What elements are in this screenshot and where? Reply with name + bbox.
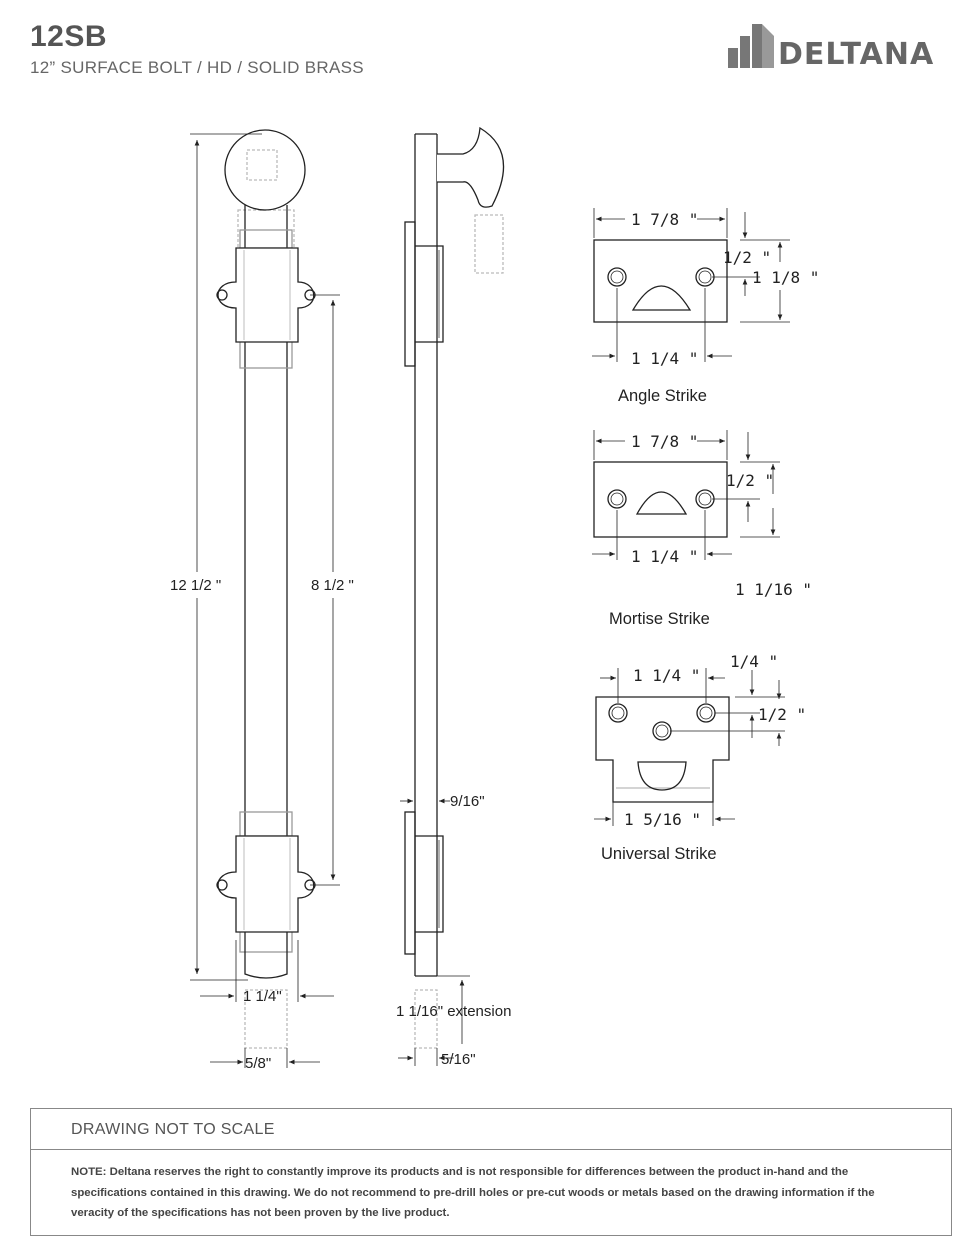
angle-width-label: 1 7/8 " xyxy=(631,210,699,229)
universal-hole-offset-label: 1/2 " xyxy=(758,705,807,724)
angle-hole-spacing-label: 1 1/4 " xyxy=(631,349,699,368)
body-width-label: 1 1/4" xyxy=(243,988,282,1005)
mortise-hole-offset-label: 1/2 " xyxy=(726,471,775,490)
page-subtitle: 12” SURFACE BOLT / HD / SOLID BRASS xyxy=(30,58,364,77)
universal-hole-spacing-label: 1 1/4 " xyxy=(633,666,701,685)
hole-spacing-label: 8 1/2 " xyxy=(311,577,354,594)
bolt-thickness-label: 5/16" xyxy=(441,1051,476,1068)
extension-label: 1 1/16" extension xyxy=(396,1003,512,1020)
brand-name: DELTANA xyxy=(778,37,935,72)
side-view xyxy=(405,128,504,1048)
notes-heading: DRAWING NOT TO SCALE xyxy=(31,1109,951,1150)
mortise-hole-spacing-label: 1 1/4 " xyxy=(631,547,699,566)
mortise-strike-label: Mortise Strike xyxy=(609,610,710,628)
mortise-height-label: 1 1/16 " xyxy=(735,580,813,599)
bottom-guide xyxy=(217,812,315,952)
universal-strike-drawing xyxy=(596,697,729,802)
front-view xyxy=(217,130,315,1048)
notes-text: NOTE: Deltana reserves the right to constantly improve its products and is not responsible for differences between the product in-hand and the specifications contained in this drawing. We do not recommend to pre-drill holes or pre-cut woods or metals based on the drawing information if the veracity of the specifications has not been proven by the live product. xyxy=(71,1166,875,1219)
knob-profile xyxy=(437,128,504,207)
angle-strike-drawing xyxy=(594,240,727,322)
bolt-diameter-label: 5/8" xyxy=(245,1055,272,1072)
mortise-width-label: 1 7/8 " xyxy=(631,432,699,451)
universal-strike-label: Universal Strike xyxy=(601,845,717,863)
offset-label: 9/16" xyxy=(450,793,485,810)
notes-panel xyxy=(30,1108,952,1236)
universal-width-label: 1 5/16 " xyxy=(624,810,702,829)
overall-length-label: 12 1/2 " xyxy=(170,577,222,594)
bolt-knob xyxy=(225,130,305,210)
angle-hole-offset-label: 1/2 " xyxy=(723,248,772,267)
mortise-strike-drawing xyxy=(594,462,727,537)
top-guide xyxy=(217,230,315,368)
angle-height-label: 1 1/8 " xyxy=(752,268,820,287)
side-dimensions xyxy=(398,778,470,1066)
angle-strike-label: Angle Strike xyxy=(618,387,707,405)
page-title: 12SB xyxy=(30,20,108,53)
universal-top-offset-label: 1/4 " xyxy=(730,652,779,671)
